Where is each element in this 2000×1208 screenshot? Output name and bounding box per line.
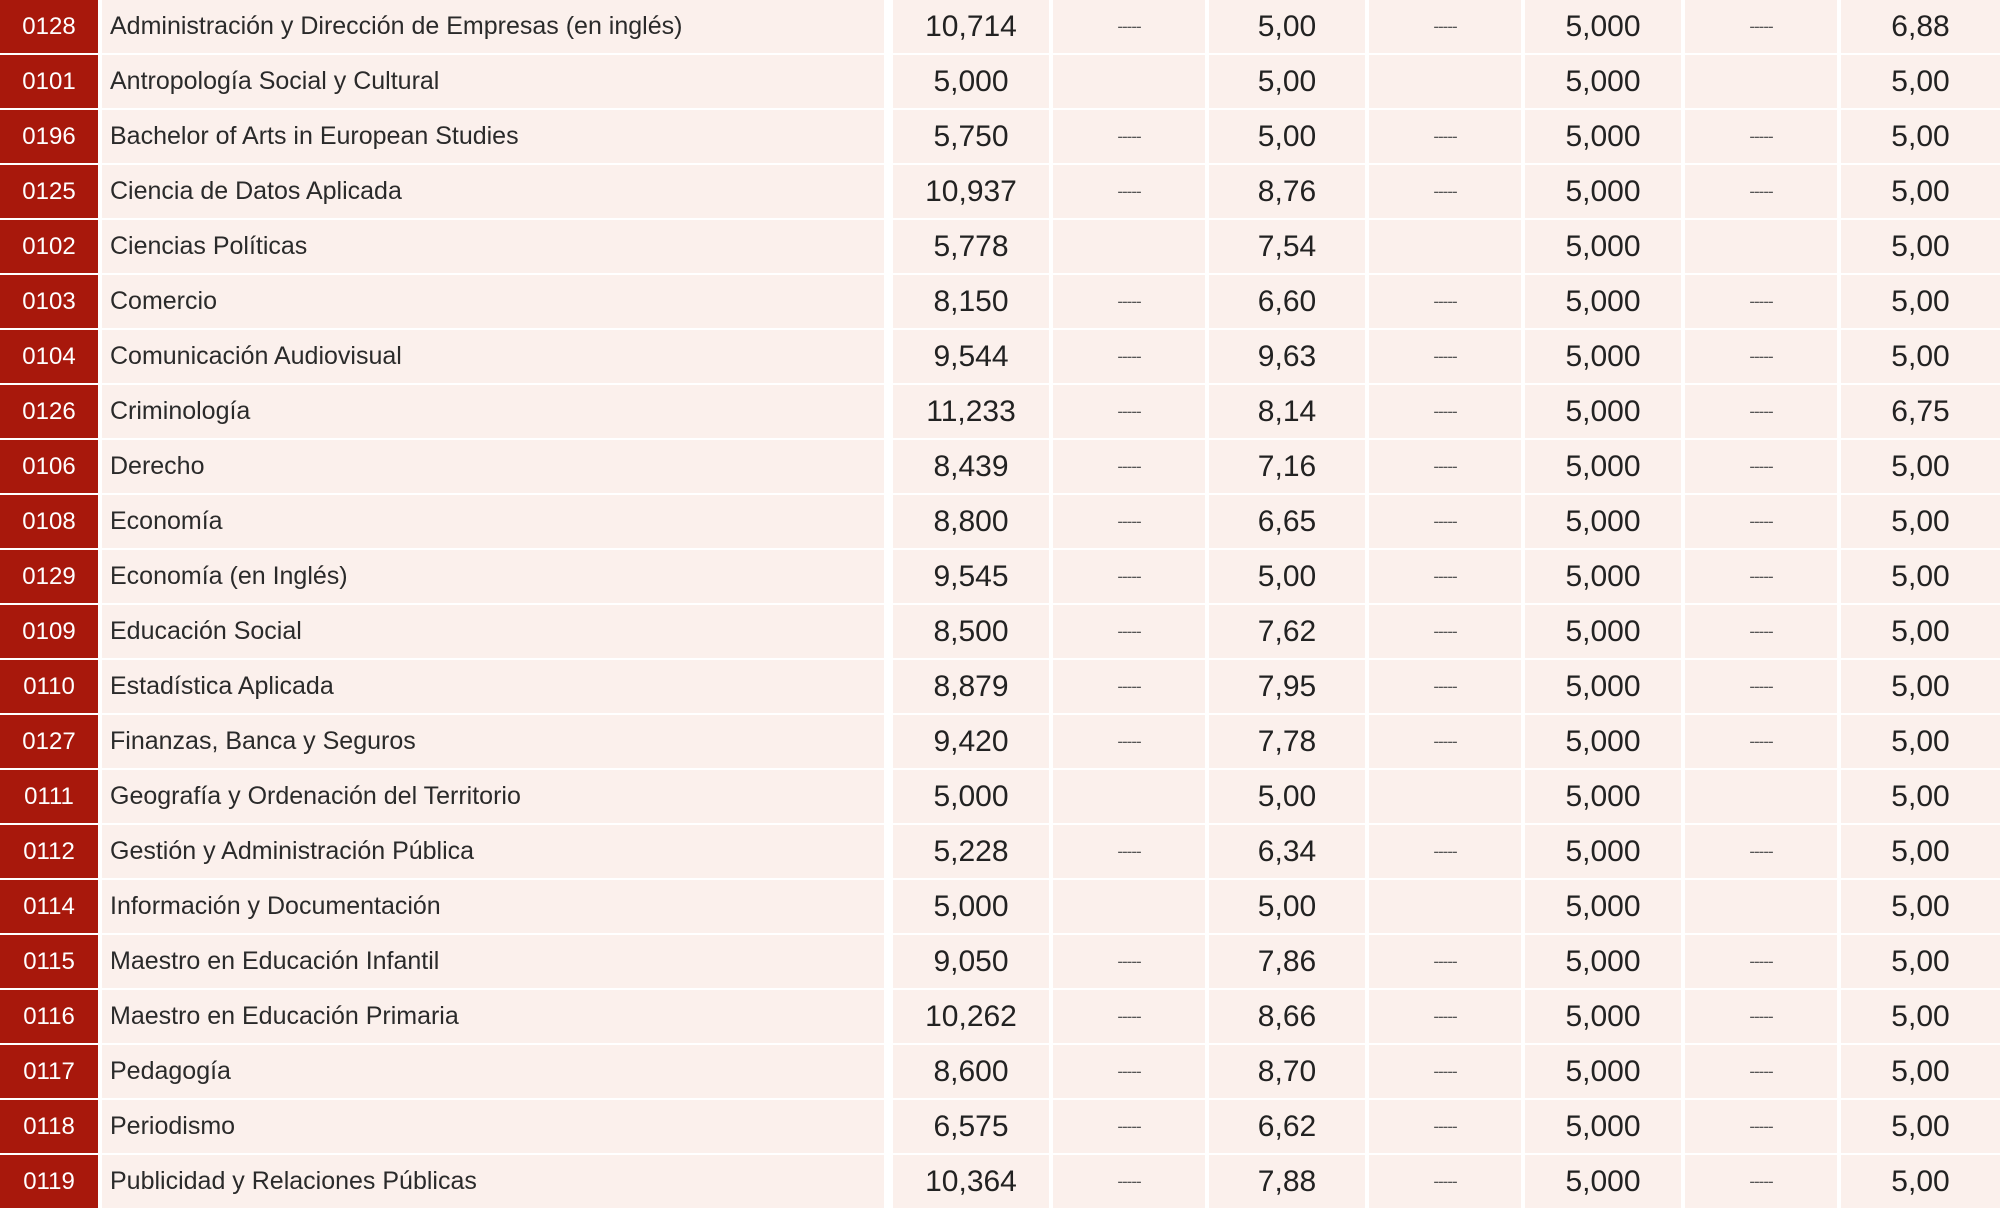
- program-code: 0125: [0, 165, 98, 218]
- program-code: 0114: [0, 880, 98, 933]
- grade-dash-3: -----: [1685, 495, 1837, 548]
- grade-dash-1: -----: [1053, 550, 1205, 603]
- grade-value-2: 9,63: [1209, 330, 1365, 383]
- grade-value-2: 7,86: [1209, 935, 1365, 988]
- grade-value-2: 8,76: [1209, 165, 1365, 218]
- grade-dash-2: -----: [1369, 1155, 1521, 1208]
- grade-dash-3: -----: [1685, 110, 1837, 163]
- grade-value-1: 5,750: [893, 110, 1049, 163]
- program-name: Periodismo: [102, 1100, 884, 1153]
- grade-dash-1: -----: [1053, 495, 1205, 548]
- grade-dash-2: -----: [1369, 990, 1521, 1043]
- grade-dash-1: [1053, 220, 1205, 273]
- grade-value-3: 5,000: [1525, 880, 1681, 933]
- grade-dash-2: [1369, 220, 1521, 273]
- table-row: [0, 1045, 2000, 1098]
- program-code: 0102: [0, 220, 98, 273]
- grade-dash-2: [1369, 55, 1521, 108]
- grade-dash-1: -----: [1053, 110, 1205, 163]
- grade-dash-1: -----: [1053, 1155, 1205, 1208]
- table-row: [0, 165, 2000, 218]
- grade-dash-3: -----: [1685, 1100, 1837, 1153]
- table-row: [0, 990, 2000, 1043]
- program-name: Educación Social: [102, 605, 884, 658]
- grade-value-4: 6,75: [1841, 385, 2000, 438]
- grade-value-1: 8,150: [893, 275, 1049, 328]
- program-code: 0119: [0, 1155, 98, 1208]
- grade-value-1: 9,420: [893, 715, 1049, 768]
- grade-dash-3: -----: [1685, 385, 1837, 438]
- grade-dash-1: [1053, 55, 1205, 108]
- grade-value-1: 9,545: [893, 550, 1049, 603]
- grade-value-1: 10,364: [893, 1155, 1049, 1208]
- grade-value-3: 5,000: [1525, 165, 1681, 218]
- program-name: Gestión y Administración Pública: [102, 825, 884, 878]
- program-code: 0116: [0, 990, 98, 1043]
- grade-dash-1: -----: [1053, 440, 1205, 493]
- program-code: 0117: [0, 1045, 98, 1098]
- grade-value-1: 8,879: [893, 660, 1049, 713]
- grade-value-4: 5,00: [1841, 275, 2000, 328]
- program-name: Criminología: [102, 385, 884, 438]
- grade-value-2: 7,16: [1209, 440, 1365, 493]
- grade-value-2: 7,78: [1209, 715, 1365, 768]
- program-name: Antropología Social y Cultural: [102, 55, 884, 108]
- program-code: 0128: [0, 0, 98, 53]
- grade-dash-3: -----: [1685, 715, 1837, 768]
- grade-dash-3: -----: [1685, 550, 1837, 603]
- table-row: [0, 1100, 2000, 1153]
- grade-dash-3: -----: [1685, 990, 1837, 1043]
- table-row: [0, 385, 2000, 438]
- grade-value-1: 5,000: [893, 55, 1049, 108]
- grade-value-3: 5,000: [1525, 605, 1681, 658]
- grade-value-4: 5,00: [1841, 55, 2000, 108]
- grade-dash-1: -----: [1053, 275, 1205, 328]
- grade-value-1: 10,714: [893, 0, 1049, 53]
- table-row: [0, 825, 2000, 878]
- grade-dash-1: -----: [1053, 935, 1205, 988]
- table-row: [0, 440, 2000, 493]
- grade-dash-3: -----: [1685, 825, 1837, 878]
- program-name: Finanzas, Banca y Seguros: [102, 715, 884, 768]
- grade-dash-3: [1685, 55, 1837, 108]
- grade-value-3: 5,000: [1525, 1045, 1681, 1098]
- program-code: 0129: [0, 550, 98, 603]
- grade-dash-2: -----: [1369, 275, 1521, 328]
- grade-value-2: 8,66: [1209, 990, 1365, 1043]
- program-name: Estadística Aplicada: [102, 660, 884, 713]
- grade-value-3: 5,000: [1525, 1155, 1681, 1208]
- program-name: Información y Documentación: [102, 880, 884, 933]
- table-row: [0, 220, 2000, 273]
- program-code: 0112: [0, 825, 98, 878]
- grade-value-2: 8,14: [1209, 385, 1365, 438]
- program-name: Maestro en Educación Primaria: [102, 990, 884, 1043]
- table-row: [0, 880, 2000, 933]
- program-code: 0115: [0, 935, 98, 988]
- program-code: 0101: [0, 55, 98, 108]
- grade-value-2: 5,00: [1209, 55, 1365, 108]
- program-name: Ciencias Políticas: [102, 220, 884, 273]
- grade-value-1: 8,600: [893, 1045, 1049, 1098]
- table-row: [0, 660, 2000, 713]
- program-name: Geografía y Ordenación del Territorio: [102, 770, 884, 823]
- grade-value-3: 5,000: [1525, 0, 1681, 53]
- program-code: 0103: [0, 275, 98, 328]
- grade-value-3: 5,000: [1525, 770, 1681, 823]
- grade-value-4: 5,00: [1841, 220, 2000, 273]
- grade-value-2: 5,00: [1209, 0, 1365, 53]
- program-code: 0127: [0, 715, 98, 768]
- grade-value-4: 5,00: [1841, 1100, 2000, 1153]
- grade-value-4: 5,00: [1841, 660, 2000, 713]
- grade-value-3: 5,000: [1525, 440, 1681, 493]
- grade-value-1: 6,575: [893, 1100, 1049, 1153]
- program-name: Comunicación Audiovisual: [102, 330, 884, 383]
- program-code: 0126: [0, 385, 98, 438]
- grade-value-3: 5,000: [1525, 55, 1681, 108]
- grade-value-1: 8,439: [893, 440, 1049, 493]
- grade-value-4: 5,00: [1841, 880, 2000, 933]
- grade-value-3: 5,000: [1525, 220, 1681, 273]
- table-row: [0, 770, 2000, 823]
- program-name: Maestro en Educación Infantil: [102, 935, 884, 988]
- grade-value-3: 5,000: [1525, 275, 1681, 328]
- grade-dash-2: -----: [1369, 495, 1521, 548]
- grade-dash-3: -----: [1685, 1045, 1837, 1098]
- grade-value-2: 6,62: [1209, 1100, 1365, 1153]
- grade-value-3: 5,000: [1525, 385, 1681, 438]
- table-row: [0, 110, 2000, 163]
- grade-value-4: 5,00: [1841, 165, 2000, 218]
- program-name: Ciencia de Datos Aplicada: [102, 165, 884, 218]
- grade-dash-3: [1685, 220, 1837, 273]
- program-name: Economía: [102, 495, 884, 548]
- grade-dash-3: -----: [1685, 0, 1837, 53]
- grade-dash-2: -----: [1369, 1100, 1521, 1153]
- grade-dash-3: -----: [1685, 935, 1837, 988]
- grade-dash-2: -----: [1369, 385, 1521, 438]
- grade-dash-1: -----: [1053, 0, 1205, 53]
- grade-value-3: 5,000: [1525, 330, 1681, 383]
- grade-dash-3: -----: [1685, 330, 1837, 383]
- table-row: [0, 0, 2000, 53]
- grade-dash-2: -----: [1369, 825, 1521, 878]
- grade-dash-2: -----: [1369, 0, 1521, 53]
- program-code: 0110: [0, 660, 98, 713]
- table-row: [0, 330, 2000, 383]
- table-row: [0, 1155, 2000, 1208]
- grade-value-3: 5,000: [1525, 495, 1681, 548]
- grade-value-4: 5,00: [1841, 990, 2000, 1043]
- grade-value-3: 5,000: [1525, 715, 1681, 768]
- program-name: Derecho: [102, 440, 884, 493]
- grade-value-2: 6,60: [1209, 275, 1365, 328]
- grade-dash-1: -----: [1053, 1045, 1205, 1098]
- table-row: [0, 715, 2000, 768]
- grade-value-4: 5,00: [1841, 330, 2000, 383]
- grade-dash-2: -----: [1369, 165, 1521, 218]
- grade-dash-3: -----: [1685, 165, 1837, 218]
- grade-value-1: 11,233: [893, 385, 1049, 438]
- grade-dash-2: -----: [1369, 330, 1521, 383]
- grade-dash-2: -----: [1369, 1045, 1521, 1098]
- grade-dash-1: -----: [1053, 385, 1205, 438]
- grade-value-2: 7,62: [1209, 605, 1365, 658]
- table-row: [0, 605, 2000, 658]
- grade-value-3: 5,000: [1525, 550, 1681, 603]
- grade-dash-1: [1053, 770, 1205, 823]
- program-code: 0196: [0, 110, 98, 163]
- program-code: 0104: [0, 330, 98, 383]
- grade-value-2: 5,00: [1209, 770, 1365, 823]
- grade-dash-1: -----: [1053, 165, 1205, 218]
- grade-value-1: 5,778: [893, 220, 1049, 273]
- program-name: Publicidad y Relaciones Públicas: [102, 1155, 884, 1208]
- grade-value-2: 5,00: [1209, 550, 1365, 603]
- grade-dash-3: -----: [1685, 275, 1837, 328]
- grade-dash-2: -----: [1369, 935, 1521, 988]
- grade-value-3: 5,000: [1525, 110, 1681, 163]
- grade-dash-2: -----: [1369, 605, 1521, 658]
- grade-dash-2: [1369, 880, 1521, 933]
- grade-value-1: 9,544: [893, 330, 1049, 383]
- grade-dash-2: [1369, 770, 1521, 823]
- table-row: [0, 935, 2000, 988]
- table-row: [0, 550, 2000, 603]
- grade-value-4: 6,88: [1841, 0, 2000, 53]
- program-code: 0111: [0, 770, 98, 823]
- program-code: 0109: [0, 605, 98, 658]
- grade-dash-1: -----: [1053, 330, 1205, 383]
- grade-value-1: 5,228: [893, 825, 1049, 878]
- grade-dash-1: [1053, 880, 1205, 933]
- grade-value-2: 5,00: [1209, 110, 1365, 163]
- grade-value-2: 6,34: [1209, 825, 1365, 878]
- grade-dash-1: -----: [1053, 715, 1205, 768]
- grade-dash-1: -----: [1053, 1100, 1205, 1153]
- grade-value-4: 5,00: [1841, 1045, 2000, 1098]
- grade-value-4: 5,00: [1841, 110, 2000, 163]
- grade-value-2: 6,65: [1209, 495, 1365, 548]
- grade-dash-3: [1685, 880, 1837, 933]
- grade-value-3: 5,000: [1525, 1100, 1681, 1153]
- program-code: 0118: [0, 1100, 98, 1153]
- grade-value-1: 8,800: [893, 495, 1049, 548]
- grade-dash-3: -----: [1685, 660, 1837, 713]
- grade-value-4: 5,00: [1841, 440, 2000, 493]
- grade-dash-2: -----: [1369, 550, 1521, 603]
- grade-value-2: 5,00: [1209, 880, 1365, 933]
- grade-dash-1: -----: [1053, 605, 1205, 658]
- grade-value-3: 5,000: [1525, 660, 1681, 713]
- program-name: Administración y Dirección de Empresas (en inglés): [102, 0, 884, 53]
- table-row: [0, 275, 2000, 328]
- grade-value-4: 5,00: [1841, 935, 2000, 988]
- grade-dash-2: -----: [1369, 715, 1521, 768]
- grade-value-1: 9,050: [893, 935, 1049, 988]
- grade-dash-1: -----: [1053, 825, 1205, 878]
- program-name: Economía (en Inglés): [102, 550, 884, 603]
- grade-value-2: 7,95: [1209, 660, 1365, 713]
- grade-dash-3: [1685, 770, 1837, 823]
- program-name: Comercio: [102, 275, 884, 328]
- program-name: Bachelor of Arts in European Studies: [102, 110, 884, 163]
- grade-value-1: 10,937: [893, 165, 1049, 218]
- grade-dash-3: -----: [1685, 440, 1837, 493]
- grade-dash-3: -----: [1685, 605, 1837, 658]
- grade-value-4: 5,00: [1841, 1155, 2000, 1208]
- program-name: Pedagogía: [102, 1045, 884, 1098]
- grade-value-3: 5,000: [1525, 935, 1681, 988]
- grade-value-3: 5,000: [1525, 990, 1681, 1043]
- program-code: 0106: [0, 440, 98, 493]
- grade-value-1: 5,000: [893, 770, 1049, 823]
- grade-dash-1: -----: [1053, 660, 1205, 713]
- grade-value-1: 5,000: [893, 880, 1049, 933]
- grade-value-3: 5,000: [1525, 825, 1681, 878]
- grade-dash-2: -----: [1369, 110, 1521, 163]
- grade-dash-2: -----: [1369, 440, 1521, 493]
- grade-value-1: 8,500: [893, 605, 1049, 658]
- table-row: [0, 495, 2000, 548]
- grade-dash-2: -----: [1369, 660, 1521, 713]
- grade-value-4: 5,00: [1841, 550, 2000, 603]
- grade-value-4: 5,00: [1841, 715, 2000, 768]
- grade-value-4: 5,00: [1841, 605, 2000, 658]
- table-row: [0, 55, 2000, 108]
- grade-value-4: 5,00: [1841, 825, 2000, 878]
- grade-dash-3: -----: [1685, 1155, 1837, 1208]
- grade-value-1: 10,262: [893, 990, 1049, 1043]
- grade-value-2: 7,54: [1209, 220, 1365, 273]
- grade-value-2: 8,70: [1209, 1045, 1365, 1098]
- grade-dash-1: -----: [1053, 990, 1205, 1043]
- grade-value-4: 5,00: [1841, 495, 2000, 548]
- grade-value-2: 7,88: [1209, 1155, 1365, 1208]
- program-code: 0108: [0, 495, 98, 548]
- grade-value-4: 5,00: [1841, 770, 2000, 823]
